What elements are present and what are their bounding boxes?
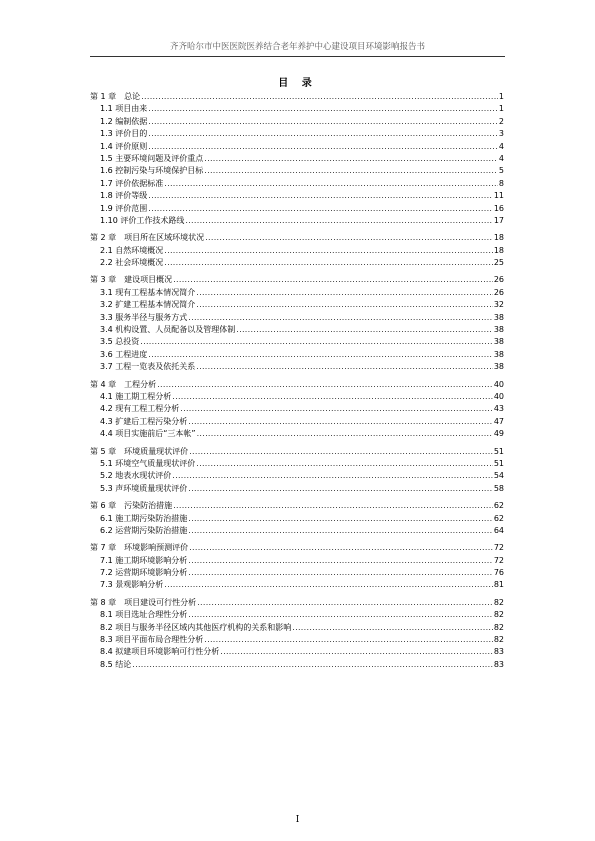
toc-entry-label: 7.3 景观影响分析	[100, 580, 164, 590]
toc-leader-dots	[141, 91, 498, 103]
toc-entry-label: 8.4 拟建项目环境影响可行性分析	[100, 647, 220, 657]
toc-entry-label: 第 1 章 总论	[90, 92, 141, 101]
toc-entry-label: 5.3 声环境质量现状评价	[100, 483, 188, 493]
toc-leader-dots	[188, 416, 493, 428]
toc-section-entry[interactable]	[90, 336, 504, 348]
toc-entry-label: 7.1 施工期环境影响分析	[100, 555, 188, 565]
toc-section-entry[interactable]	[90, 403, 504, 415]
toc-entry-label: 8.5 结论	[100, 659, 132, 669]
toc-entry-label: 3.2 扩建工程基本情况简介	[100, 300, 196, 310]
toc-leader-dots	[172, 391, 493, 403]
toc-section-entry[interactable]	[90, 299, 504, 311]
toc-entry-page: 26	[493, 275, 504, 285]
toc-entry-label: 4.2 现有工程工程分析	[100, 404, 180, 414]
toc-section-entry[interactable]	[90, 609, 504, 621]
toc-entry-label: 2.2 社会环境概况	[100, 258, 164, 268]
toc-leader-dots	[157, 379, 493, 391]
toc-entry-label: 6.2 运营期污染防治措施	[100, 525, 188, 535]
toc-entry-page: 72	[493, 555, 504, 565]
toc-section-entry[interactable]	[90, 416, 504, 428]
toc-section-entry[interactable]	[90, 567, 504, 579]
table-of-contents	[90, 91, 504, 671]
toc-leader-dots	[189, 446, 493, 458]
toc-entry-page: 18	[493, 245, 504, 255]
toc-entry-label: 4.1 施工期工程分析	[100, 391, 172, 401]
toc-section-entry[interactable]	[90, 622, 504, 634]
toc-leader-dots	[185, 215, 492, 227]
toc-entry-label: 3.5 总投资	[100, 337, 140, 347]
toc-entry-page: 16	[493, 203, 504, 213]
toc-section-entry[interactable]	[90, 287, 504, 299]
toc-leader-dots	[204, 153, 498, 165]
toc-section-entry[interactable]	[90, 165, 504, 177]
toc-entry-label: 6.1 施工期污染防治措施	[100, 513, 188, 523]
toc-entry-page: 82	[493, 597, 504, 607]
toc-entry-page: 17	[493, 215, 504, 225]
toc-entry-label: 1.3 评价目的	[100, 129, 148, 139]
toc-leader-dots	[148, 203, 493, 215]
toc-entry-label: 3.1 现有工程基本情况简介	[100, 287, 196, 297]
toc-chapter-entry[interactable]	[90, 232, 504, 244]
toc-section-entry[interactable]	[90, 103, 504, 115]
toc-entry-label: 1.1 项目由来	[100, 104, 148, 114]
toc-entry-page: 32	[493, 300, 504, 310]
toc-section-entry[interactable]	[90, 391, 504, 403]
toc-leader-dots	[188, 312, 493, 324]
toc-section-entry[interactable]	[90, 116, 504, 128]
toc-chapter-entry[interactable]	[90, 597, 504, 609]
toc-entry-page: 38	[493, 337, 504, 347]
toc-entry-page: 43	[493, 404, 504, 414]
toc-entry-label: 8.1 项目选址合理性分析	[100, 610, 188, 620]
toc-section-entry[interactable]	[90, 190, 504, 202]
toc-leader-dots	[164, 178, 498, 190]
toc-entry-label: 第 3 章 建设项目概况	[90, 275, 173, 285]
toc-leader-dots	[188, 609, 493, 621]
toc-entry-label: 3.6 工程进度	[100, 349, 148, 359]
toc-entry-page: 83	[493, 659, 504, 669]
toc-entry-label: 第 5 章 环境质量现状评价	[90, 446, 189, 456]
toc-entry-page: 38	[493, 349, 504, 359]
toc-entry-page: 51	[493, 458, 504, 468]
toc-section-entry[interactable]	[90, 349, 504, 361]
toc-entry-label: 3.3 服务半径与服务方式	[100, 312, 188, 322]
toc-entry-page: 18	[493, 233, 504, 243]
toc-leader-dots	[204, 165, 498, 177]
toc-entry-label: 1.7 评价依据标准	[100, 178, 164, 188]
toc-leader-dots	[188, 513, 493, 525]
toc-entry-label: 4.3 扩建后工程污染分析	[100, 416, 188, 426]
toc-leader-dots	[148, 103, 498, 115]
toc-section-entry[interactable]	[90, 257, 504, 269]
toc-chapter-entry[interactable]	[90, 500, 504, 512]
toc-leader-dots	[188, 483, 493, 495]
toc-section-entry[interactable]	[90, 324, 504, 336]
toc-entry-page: 82	[493, 622, 504, 632]
toc-entry-label: 3.7 工程一览表及依托关系	[100, 362, 196, 372]
toc-entry-label: 1.9 评价范围	[100, 203, 148, 213]
toc-leader-dots	[148, 349, 493, 361]
toc-section-entry[interactable]	[90, 634, 504, 646]
toc-entry-page: 38	[493, 325, 504, 335]
toc-leader-dots	[188, 555, 493, 567]
toc-leader-dots	[188, 525, 493, 537]
toc-entry-page: 2	[498, 116, 504, 126]
toc-leader-dots	[172, 470, 493, 482]
toc-leader-dots	[196, 287, 493, 299]
toc-leader-dots	[292, 622, 493, 634]
toc-entry-label: 1.2 编制依据	[100, 116, 148, 126]
toc-entry-page: 38	[493, 312, 504, 322]
toc-entry-page: 62	[493, 513, 504, 523]
toc-entry-page: 4	[498, 141, 504, 151]
toc-section-entry[interactable]	[90, 470, 504, 482]
toc-chapter-entry[interactable]	[90, 542, 504, 554]
toc-title: 目 录	[278, 78, 317, 89]
toc-leader-dots	[173, 274, 493, 286]
toc-entry-label: 2.1 自然环境概况	[100, 245, 164, 255]
toc-entry-page: 26	[493, 287, 504, 297]
toc-leader-dots	[164, 257, 493, 269]
toc-entry-page: 40	[493, 379, 504, 389]
toc-entry-page: 83	[493, 647, 504, 657]
toc-section-entry[interactable]	[90, 513, 504, 525]
toc-entry-page: 82	[493, 610, 504, 620]
page-number: I	[295, 815, 300, 825]
toc-leader-dots	[148, 190, 493, 202]
toc-section-entry[interactable]	[90, 141, 504, 153]
toc-entry-page: 51	[493, 446, 504, 456]
toc-entry-page: 82	[493, 635, 504, 645]
toc-leader-dots	[189, 542, 493, 554]
toc-section-entry[interactable]	[90, 361, 504, 373]
toc-entry-label: 1.5 主要环境问题及评价重点	[100, 153, 204, 163]
toc-entry-label: 8.2 项目与服务半径区域内其他医疗机构的关系和影响	[100, 622, 292, 632]
toc-entry-page: 72	[493, 543, 504, 553]
page-header: 齐齐哈尔市中医医院医养结合老年养护中心建设项目环境影响报告书	[90, 40, 505, 57]
toc-leader-dots	[236, 324, 493, 336]
toc-section-entry[interactable]	[90, 153, 504, 165]
toc-entry-label: 第 7 章 环境影响预测评价	[90, 543, 189, 553]
toc-entry-label: 1.10 评价工作技术路线	[100, 215, 185, 225]
toc-leader-dots	[180, 403, 493, 415]
toc-entry-page: 40	[493, 391, 504, 401]
toc-entry-label: 第 4 章 工程分析	[90, 379, 157, 389]
toc-leader-dots	[132, 659, 493, 671]
toc-leader-dots	[220, 646, 493, 658]
toc-section-entry[interactable]	[90, 128, 504, 140]
toc-entry-page: 38	[493, 362, 504, 372]
toc-section-entry[interactable]	[90, 312, 504, 324]
toc-entry-label: 8.3 项目平面布局合理性分析	[100, 635, 204, 645]
toc-entry-page: 47	[493, 416, 504, 426]
toc-entry-page: 76	[493, 568, 504, 578]
toc-chapter-entry[interactable]	[90, 446, 504, 458]
toc-entry-label: 第 6 章 污染防治措施	[90, 501, 173, 511]
toc-entry-page: 1	[498, 92, 504, 101]
toc-entry-label: 5.1 环境空气质量现状评价	[100, 458, 196, 468]
toc-section-entry[interactable]	[90, 203, 504, 215]
toc-entry-page: 54	[493, 471, 504, 481]
toc-leader-dots	[204, 634, 493, 646]
toc-leader-dots	[196, 458, 493, 470]
toc-leader-dots	[196, 361, 493, 373]
toc-entry-page: 81	[493, 580, 504, 590]
toc-section-entry[interactable]	[90, 579, 504, 591]
toc-entry-page: 11	[493, 191, 504, 201]
toc-leader-dots	[173, 500, 493, 512]
toc-leader-dots	[205, 232, 493, 244]
toc-section-entry[interactable]	[90, 555, 504, 567]
toc-section-entry[interactable]	[90, 458, 504, 470]
toc-leader-dots	[148, 141, 498, 153]
toc-leader-dots	[188, 567, 493, 579]
toc-entry-label: 第 8 章 项目建设可行性分析	[90, 597, 197, 607]
toc-entry-label: 1.4 评价原则	[100, 141, 148, 151]
toc-entry-page: 4	[498, 153, 504, 163]
toc-section-entry[interactable]	[90, 659, 504, 671]
toc-entry-label: 4.4 项目实施前后“三本帐”	[100, 429, 196, 439]
toc-leader-dots	[140, 336, 493, 348]
toc-section-entry[interactable]	[90, 525, 504, 537]
toc-leader-dots	[148, 116, 498, 128]
toc-entry-label: 1.6 控制污染与环境保护目标	[100, 166, 204, 176]
toc-leader-dots	[197, 428, 493, 440]
toc-leader-dots	[197, 597, 493, 609]
toc-section-entry[interactable]	[90, 215, 504, 227]
toc-section-entry[interactable]	[90, 178, 504, 190]
toc-entry-label: 7.2 运营期环境影响分析	[100, 568, 188, 578]
toc-entry-label: 1.8 评价等级	[100, 191, 148, 201]
toc-entry-page: 25	[493, 258, 504, 268]
toc-section-entry[interactable]	[90, 245, 504, 257]
toc-leader-dots	[196, 299, 493, 311]
toc-entry-page: 3	[498, 129, 504, 139]
toc-entry-page: 62	[493, 501, 504, 511]
toc-entry-label: 5.2 地表水现状评价	[100, 471, 172, 481]
toc-section-entry[interactable]	[90, 483, 504, 495]
toc-entry-page: 5	[498, 166, 504, 176]
toc-chapter-entry[interactable]	[90, 379, 504, 391]
toc-entry-page: 1	[498, 104, 504, 114]
toc-entry-page: 58	[493, 483, 504, 493]
toc-leader-dots	[164, 579, 493, 591]
toc-leader-dots	[148, 128, 498, 140]
toc-chapter-entry[interactable]	[90, 91, 504, 103]
toc-entry-page: 8	[498, 178, 504, 188]
toc-entry-label: 3.4 机构设置、人员配备以及管理体制	[100, 325, 236, 335]
toc-section-entry[interactable]	[90, 646, 504, 658]
toc-entry-label: 第 2 章 项目所在区域环境状况	[90, 233, 205, 243]
toc-entry-page: 49	[493, 429, 504, 439]
toc-chapter-entry[interactable]	[90, 274, 504, 286]
toc-leader-dots	[164, 245, 493, 257]
toc-entry-page: 64	[493, 525, 504, 535]
toc-section-entry[interactable]	[90, 428, 504, 440]
